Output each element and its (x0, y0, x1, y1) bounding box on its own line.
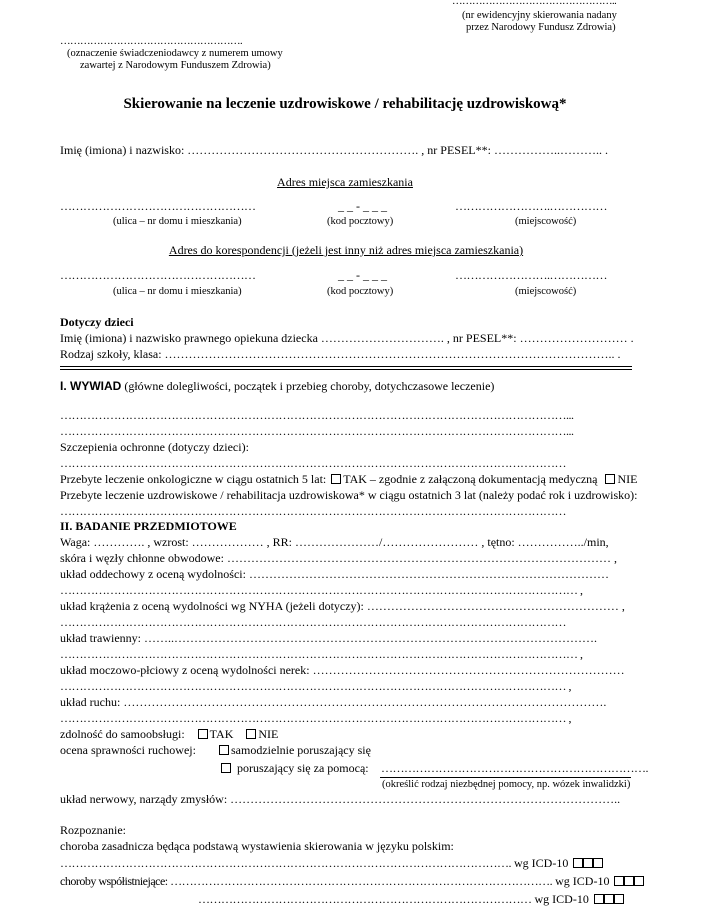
address-street-field[interactable]: …………………………………………… (60, 199, 256, 213)
icd-box[interactable] (614, 876, 624, 886)
interview-field-line[interactable]: ……………………………………………………………………………………………………………………... (60, 408, 574, 422)
mobility-note: (określić rodzaj niezbędnej pomocy, np. wózek inwalidzki) (382, 779, 631, 790)
mobility-assisted-label: poruszający się za pomocą: (237, 761, 369, 775)
oncology-yes-label: TAK – zgodnie z załączoną dokumentacją medyczną (343, 472, 598, 486)
provider-label-line2: zawartej z Narodowym Funduszem Zdrowia) (80, 60, 271, 71)
interview-heading: I. WYWIAD (60, 379, 122, 393)
self-care-yes-label: TAK (209, 727, 234, 741)
address-heading: Adres miejsca zamieszkania (277, 175, 413, 189)
circulatory-field[interactable]: układ krążenia z oceną wydolności wg NYHA (jeżeli dotyczy): ……………………………………………………… , (60, 599, 625, 613)
spa-history-label: Przebyte leczenie uzdrowiskowe / rehabilitacja uzdrowiskowa* w ciągu ostatnich 3 lat (należy podać rok i uzdrowisko): (60, 488, 638, 502)
children-heading: Dotyczy dzieci (60, 315, 134, 329)
oncology-no-label: NIE (617, 472, 638, 486)
icd-label: wg ICD-10 (555, 874, 610, 888)
nfz-number-dots: ………………………………………….. (452, 0, 617, 7)
secondary-disease-row-2 (198, 893, 624, 906)
oncology-label: Przebyte leczenie onkologiczne w ciągu ostatnich 5 lat: (60, 472, 327, 486)
mobility-opt1-row (217, 744, 371, 757)
icd-box[interactable] (634, 876, 644, 886)
vaccinations-label: Szczepienia ochronne (dotyczy dzieci): (60, 440, 249, 454)
icd-box[interactable] (583, 858, 593, 868)
correspondence-postal-label: (kod pocztowy) (327, 286, 394, 297)
address-postal-field[interactable]: _ _ - _ _ _ (338, 199, 387, 213)
icd-box[interactable] (604, 894, 614, 904)
provider-label-line1: (oznaczenie świadczeniodawcy z numerem umowy (67, 48, 283, 59)
icd-label: wg ICD-10 (514, 856, 569, 870)
respiratory-field-continued[interactable]: ……………………………………………………………………………………………………………………… , (60, 583, 583, 597)
secondary-disease-field-continued[interactable]: …………………………………………………………………………… (198, 892, 532, 906)
diagnosis-heading: Rozpoznanie: (60, 823, 126, 837)
skin-field[interactable]: skóra i węzły chłonne obwodowe: …………………………………………………………………………………… , (60, 551, 617, 565)
respiratory-field[interactable]: układ oddechowy z oceną wydolności: ……………………………………………………………………………… (60, 567, 609, 581)
urinary-field[interactable]: układ moczowo-płciowy z oceną wydolności nerek: …………………………………………………………………… (60, 663, 625, 677)
icd-box[interactable] (573, 858, 583, 868)
page-title: Skierowanie na leczenie uzdrowiskowe / rehabilitację uzdrowiskową* (123, 96, 567, 112)
mobility-label: ocena sprawności ruchowej: (60, 743, 196, 757)
address-postal-label: (kod pocztowy) (327, 216, 394, 227)
guardian-field[interactable]: Imię (imiona) i nazwisko prawnego opiekuna dziecka …………………………. , nr PESEL**: ……………………… . (60, 331, 634, 345)
mobility-independent-label: samodzielnie poruszający się (231, 743, 371, 757)
school-field[interactable]: Rodzaj szkoły, klasa: ………………………………………………………………………………………………….. . (60, 347, 621, 361)
self-care-no-checkbox[interactable] (246, 729, 256, 739)
section-divider (60, 369, 632, 370)
urinary-field-continued[interactable]: …………………………………………………………………………………………………………………… , (60, 679, 571, 693)
correspondence-postal-field[interactable]: _ _ - _ _ _ (338, 268, 387, 282)
vitals-field[interactable]: Waga: …………. , wzrost: ……………… , RR: …………………/…………………… , tętno: ……………../min, (60, 535, 609, 549)
nfz-number-label-line2: przez Narodowy Fundusz Zdrowia) (466, 22, 616, 33)
correspondence-street-field[interactable]: …………………………………………… (60, 268, 256, 282)
exam-heading: II. BADANIE PRZEDMIOTOWE (60, 519, 237, 533)
provider-dots: ………………………………………………. (60, 36, 243, 47)
address-city-label: (miejscowość) (515, 216, 577, 227)
main-disease-label: choroba zasadnicza będąca podstawą wystawienia skierowania w języku polskim: (60, 839, 454, 853)
oncology-no-checkbox[interactable] (605, 474, 615, 484)
secondary-disease-field[interactable]: choroby współistniejące: ………………………………………………………………………………………. (60, 874, 553, 888)
address-city-field[interactable]: …………………….…………… (455, 199, 607, 213)
interview-field-line[interactable]: ……………………………………………………………………………………………………………………... (60, 424, 574, 438)
self-care-label: zdolność do samoobsługi: (60, 727, 185, 741)
icd-box[interactable] (614, 894, 624, 904)
mobility-underline (380, 777, 631, 778)
correspondence-street-label: (ulica – nr domu i mieszkania) (113, 286, 242, 297)
motor-field-continued[interactable]: …………………………………………………………………………………………………………………… , (60, 711, 571, 725)
oncology-yes-checkbox[interactable] (331, 474, 341, 484)
icd-label: wg ICD-10 (534, 892, 589, 906)
correspondence-city-field[interactable]: …………………….…………… (455, 268, 607, 282)
nervous-field[interactable]: układ nerwowy, narządy zmysłów: …………………………………………………………………………………….. (60, 792, 621, 806)
correspondence-city-label: (miejscowość) (515, 286, 577, 297)
motor-field[interactable]: układ ruchu: …………………………………………………………………………………………………………. (60, 695, 607, 709)
spa-history-field[interactable]: …………………………………………………………………………………………………………………… (60, 504, 566, 518)
icd-box[interactable] (593, 858, 603, 868)
digestive-field-continued[interactable]: ……………………………………………………………………………………………………………………… , (60, 647, 583, 661)
vaccinations-field[interactable]: …………………………………………………………………………………………………………………… (60, 456, 566, 470)
mobility-assist-field[interactable]: ……………………………………………………………. (381, 761, 648, 775)
icd-box[interactable] (624, 876, 634, 886)
address-street-label: (ulica – nr domu i mieszkania) (113, 216, 242, 227)
secondary-disease-row (60, 875, 644, 888)
digestive-field[interactable]: układ trawienny: ……..……………………………………………………………………………………………. (60, 631, 597, 645)
main-disease-row (60, 857, 603, 870)
section-divider (60, 366, 632, 367)
patient-name-field[interactable]: Imię (imiona) i nazwisko: …………………………………………………. , nr PESEL**: ……………..……….. . (60, 143, 608, 157)
circulatory-field-continued[interactable]: …………………………………………………………………………………………………………………… (60, 615, 566, 629)
interview-subheading: (główne dolegliwości, początek i przebieg choroby, dotychczasowe leczenie) (121, 379, 495, 393)
icd-box[interactable] (594, 894, 604, 904)
mobility-assisted-checkbox[interactable] (221, 763, 231, 773)
mobility-independent-checkbox[interactable] (219, 745, 229, 755)
self-care-yes-checkbox[interactable] (198, 729, 208, 739)
self-care-no-label: NIE (258, 727, 279, 741)
mobility-opt2-row (219, 762, 369, 775)
correspondence-heading: Adres do korespondencji (jeżeli jest inny niż adres miejsca zamieszkania) (168, 243, 524, 257)
interview-heading-row (60, 380, 494, 393)
main-disease-field[interactable]: ………………………………………………………………………………………………………. (60, 856, 511, 870)
self-care-row (60, 728, 278, 741)
nfz-number-label-line1: (nr ewidencyjny skierowania nadany (462, 10, 617, 21)
oncology-row (60, 473, 637, 486)
